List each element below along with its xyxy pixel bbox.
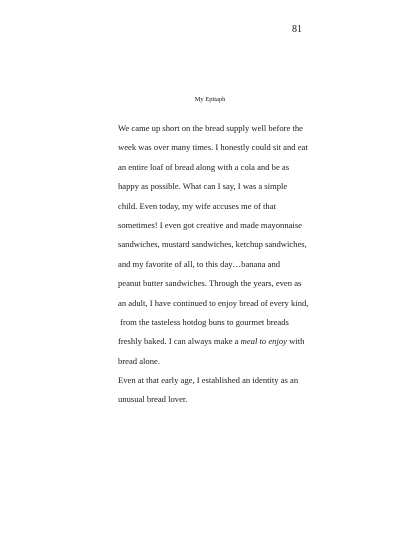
body-line-suffix: with (286, 336, 305, 347)
body-line: week was over many times. I honestly could sit and eat (118, 142, 308, 153)
body-line: We came up short on the bread supply well before the (118, 123, 303, 133)
body-line: and my favorite of all, to this day…banana and (118, 258, 281, 269)
chapter-title: My Epitaph (194, 96, 226, 103)
body-line: an adult, I have continued to enjoy bread of every kind, (118, 297, 309, 308)
body-line: child. Even today, my wife accuses me of that (118, 200, 276, 211)
body-line-emphasis (118, 334, 318, 353)
body-line: Even at that early age, I established an identity as an (118, 375, 299, 386)
body-line: unusual bread lover. (118, 394, 188, 405)
body-line: peanut butter sandwiches. Through the years, even as (118, 278, 302, 289)
body-text (118, 121, 318, 412)
body-line: sandwiches, mustard sandwiches, ketchup sandwiches, (118, 239, 307, 250)
page-number: 81 (292, 24, 302, 35)
body-line: happy as possible. What can I say, I was a simple (118, 181, 288, 192)
body-line: from the tasteless hotdog buns to gourmet breads (118, 316, 289, 327)
emphasized-phrase: meal to enjoy (240, 336, 287, 347)
body-line: bread alone. (118, 355, 160, 366)
body-line: an entire loaf of bread along with a cola and be as (118, 161, 290, 172)
body-line: sometimes! I even got creative and made mayonnaise (118, 219, 302, 230)
body-line-prefix: freshly baked. I can always make a (118, 336, 241, 347)
